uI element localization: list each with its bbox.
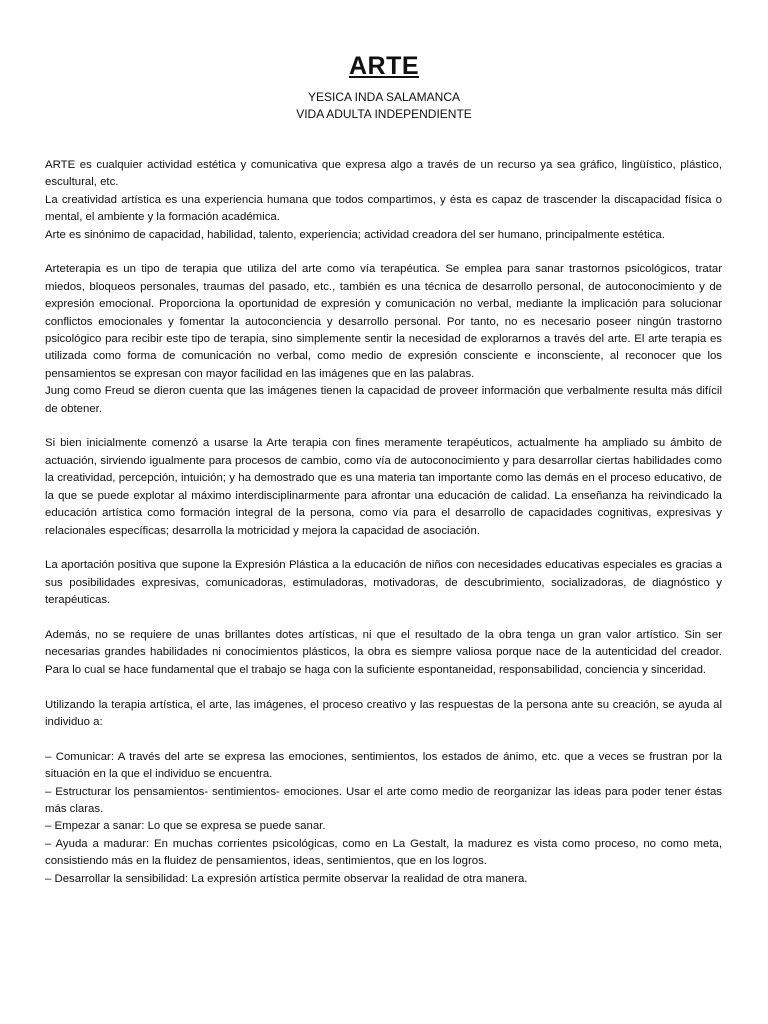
document-body [45,157,722,888]
paragraph: Si bien inicialmente comenzó a usarse la Arte terapia con fines meramente terapéuticos, actualmente ha ampliado su ámbito de actuación, sirviendo igualmente para procesos de cambio, como vía de autoconocimiento y para desarrollar ciertas habilidades como la creatividad, percepción, intuición; y ha demostrado que es una materia tan importante como las demás en el proceso educativo, de la que se puede explotar al máximo interdisciplinarmente para afrontar una educación de calidad. La enseñanza ha reivindicado la educación artística como formación integral de la persona, como vía para el desarrollo de capacidades cognitivas, expresivas y relacionales específicas; desarrolla la motricidad y mejora la capacidad de asociación. [45,437,722,537]
paragraph-gap [45,731,722,748]
paragraph: La creatividad artística es una experiencia humana que todos compartimos, y ésta es capaz de trascender la discapacidad física o mental, el ambiente y la formación académica. [45,193,722,224]
paragraph: Jung como Freud se dieron cuenta que las imágenes tienen la capacidad de proveer información que verbalmente resulta más difícil de obtener. [45,385,722,415]
list-item: – Desarrollar la sensibilidad: La expresión artística permite observar la realidad de otra manera. [45,872,528,885]
list-item: – Empezar a sanar: Lo que se expresa se puede sanar. [45,820,326,833]
paragraph-gap [45,540,722,557]
list-item: – Estructurar los pensamientos- sentimientos- emociones. Usar el arte como medio de reorganizar las ideas para poder tener éstas más claras. [45,785,722,815]
paragraph: Además, no se requiere de unas brillantes dotes artísticas, ni que el resultado de la obra tenga un gran valor artístico. Sin ser necesarias grandes habilidades ni conocimientos plásticos, la obra es siempre valiosa porque nace de la autenticidad del creador. Para lo cual se hace fundamental que el trabajo se haga con la suficiente espontaneidad, responsabilidad, conciencia y sinceridad. [45,628,722,676]
author-name: YESICA INDA SALAMANCA [307,90,461,104]
course-name: VIDA ADULTA INDEPENDIENTE [296,107,472,121]
paragraph-gap [45,610,722,627]
paragraph: ARTE es cualquier actividad estética y comunicativa que expresa algo a través de un recurso ya sea gráfico, lingüístico, plástico, escultural, etc. [45,159,722,189]
list-item: – Comunicar: A través del arte se expresa las emociones, sentimientos, los estados de ánimo, etc. que a veces se frustran por la situación en la que el individuo se encuentra. [45,750,722,781]
paragraph-gap [45,244,722,261]
paragraph: Arteterapia es un tipo de terapia que utiliza del arte como vía terapéutica. Se emplea para sanar trastornos psicológicos, tratar miedos, bloqueos personales, traumas del pasado, etc., también es una técnica de desarrollo personal, de autoconocimiento y de expresión emocional. Proporciona la oportunidad de expresión y comunicación no verbal, mediante la implicación para solucionar conflictos emocionales y fomentar la autoconciencia y desarrollo personal. Por tanto, no es necesario poseer ningún trastorno psicológico para recibir este tipo de terapia, sino simplemente sentir la necesidad de explorarnos a través del arte. El arte terapia es utilizada como forma de comunicación no verbal, como medio de expresión consciente e inconsciente, al reconocer que los pensamientos se expresan con mayor facilidad en las imágenes que en las palabras. [45,263,722,380]
paragraph-gap [45,418,722,435]
paragraph: Utilizando la terapia artística, el arte, las imágenes, el proceso creativo y las respuestas de la persona ante su creación, se ayuda al individuo a: [45,698,722,728]
paragraph: Arte es sinónimo de capacidad, habilidad, talento, experiencia; actividad creadora del ser humano, principalmente estética. [45,228,665,241]
paragraph: La aportación positiva que supone la Expresión Plástica a la educación de niños con necesidades educativas especiales es gracias a sus posibilidades expresivas, comunicadoras, estimuladoras, motivadoras, de descubrimiento, socializadoras, de diagnóstico y terapéuticas. [45,559,722,607]
document-title: ARTE [348,52,420,80]
list-item: – Ayuda a madurar: En muchas corrientes psicológicas, como en La Gestalt, la madurez es vista como proceso, no como meta, consistiendo más en la fluidez de pensamientos, ideas, sentimientos, que en los logros. [45,837,722,868]
paragraph-gap [45,679,722,696]
